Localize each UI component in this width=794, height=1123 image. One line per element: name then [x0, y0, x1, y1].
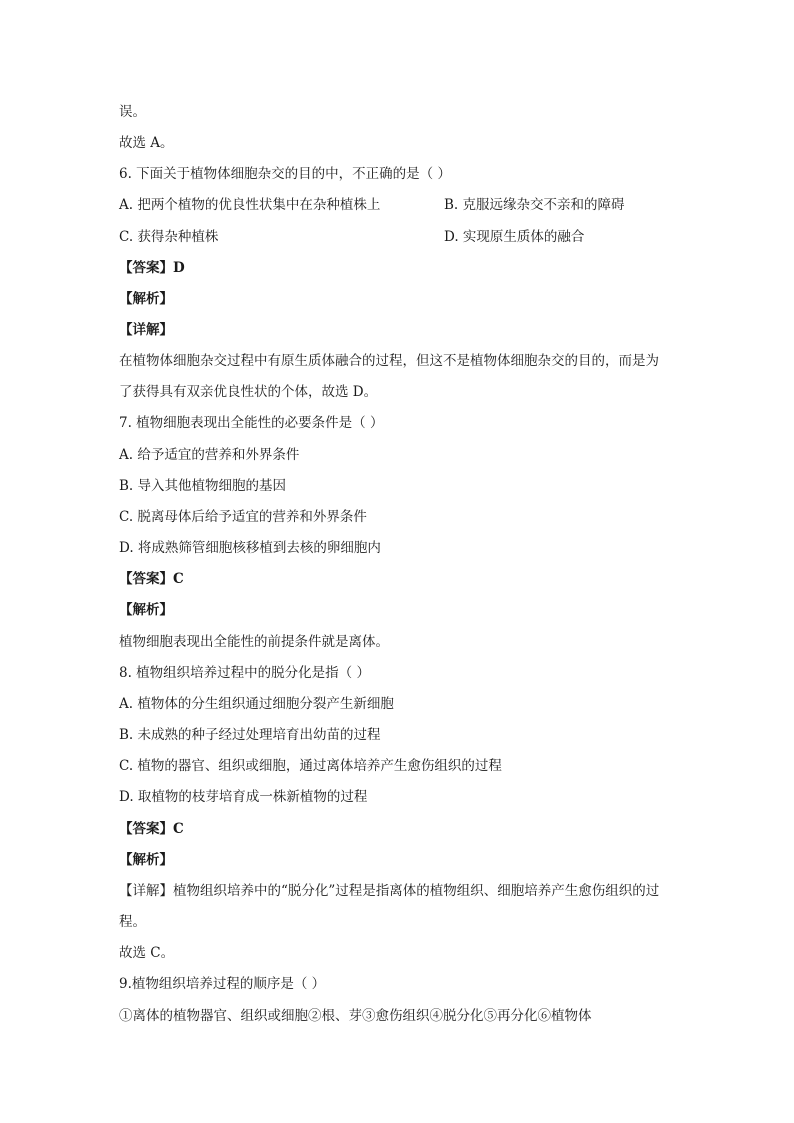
- q9-items: ①离体的植物器官、组织或细胞②根、芽③愈伤组织④脱分化⑤再分化⑥植物体: [119, 1008, 592, 1024]
- q6-explanation: 了获得具有双亲优良性状的个体，故选 D。: [119, 384, 378, 400]
- q6-explanation: 在植物体细胞杂交过程中有原生质体融合的过程，但这不是植物体细胞杂交的目的，而是为: [119, 353, 659, 369]
- q7-explanation: 植物细胞表现出全能性的前提条件就是离体。: [119, 634, 389, 650]
- q8-analysis-heading: 【解析】: [119, 852, 173, 868]
- question-9: 9.植物组织培养过程的顺序是（ ）: [119, 976, 326, 992]
- q8-selection: 故选 C。: [119, 945, 175, 961]
- q8-explanation: 程。: [119, 914, 146, 930]
- q6-analysis-heading: 【解析】: [119, 291, 173, 307]
- q8-option-a: A. 植物体的分生组织通过细胞分裂产生新细胞: [119, 696, 394, 712]
- q7-option-d: D. 将成熟筛管细胞核移植到去核的卵细胞内: [119, 540, 381, 556]
- q6-detail-heading: 【详解】: [119, 322, 173, 338]
- q8-option-c: C. 植物的器官、组织或细胞，通过离体培养产生愈伤组织的过程: [119, 758, 502, 774]
- q7-option-a: A. 给予适宜的营养和外界条件: [119, 447, 300, 463]
- q6-option-a: A. 把两个植物的优良性状集中在杂种植株上: [119, 197, 381, 213]
- q8-explanation: 【详解】植物组织培养中的“脱分化”过程是指离体的植物组织、细胞培养产生愈伤组织的过: [119, 883, 660, 899]
- q7-option-c: C. 脱离母体后给予适宜的营养和外界条件: [119, 509, 367, 525]
- q6-option-d: D. 实现原生质体的融合: [444, 229, 585, 245]
- q6-option-b: B. 克服远缘杂交不亲和的障碍: [444, 197, 625, 213]
- question-8: 8. 植物组织培养过程中的脱分化是指（ ）: [119, 665, 370, 681]
- q6-answer: 【答案】D: [119, 260, 185, 276]
- question-6: 6. 下面关于植物体细胞杂交的目的中，不正确的是（ ）: [119, 166, 451, 182]
- q8-option-b: B. 未成熟的种子经过处理培育出幼苗的过程: [119, 727, 381, 743]
- text-line: 故选 A。: [119, 135, 174, 151]
- q7-option-b: B. 导入其他植物细胞的基因: [119, 478, 287, 494]
- q8-option-d: D. 取植物的枝芽培育成一株新植物的过程: [119, 789, 368, 805]
- q7-answer: 【答案】C: [119, 571, 184, 587]
- q6-option-c: C. 获得杂种植株: [119, 229, 219, 245]
- q8-answer: 【答案】C: [119, 821, 184, 837]
- q7-analysis-heading: 【解析】: [119, 602, 173, 618]
- question-7: 7. 植物细胞表现出全能性的必要条件是（ ）: [119, 415, 384, 431]
- text-line: 误。: [119, 104, 146, 120]
